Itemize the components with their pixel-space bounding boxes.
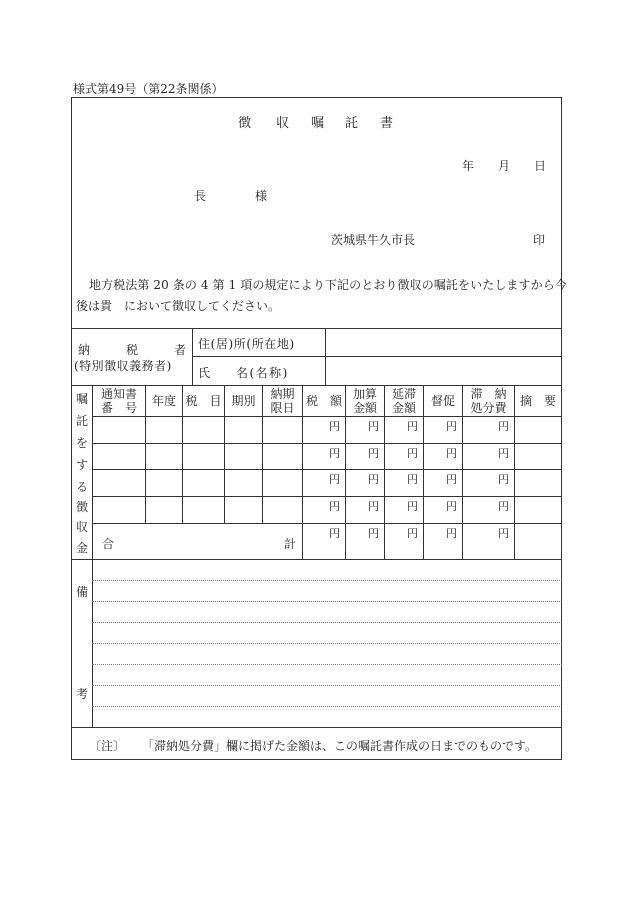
footnote-text: 「滞納処分費」欄に掲げた金額は、この嘱託書作成の日までのものです。 [142, 739, 538, 753]
yen-unit: 円 [446, 500, 457, 513]
yen-unit: 円 [407, 500, 418, 513]
notes-label-top: 備 [75, 585, 88, 599]
header-tax-amount: 税 額 [305, 394, 342, 408]
title-char: 書 [380, 116, 394, 131]
body-text-line1: 地方税法第 20 条の 4 第 1 項の規定により下記のとおり徴収の嘱託をいたしますから今 [89, 278, 567, 292]
yen-unit: 円 [368, 473, 379, 486]
yen-unit: 円 [368, 527, 379, 540]
yen-unit: 円 [329, 420, 340, 433]
side-char: 託 [75, 414, 88, 428]
yen-unit: 円 [446, 420, 457, 433]
yen-unit: 円 [368, 447, 379, 460]
yen-unit: 円 [446, 473, 457, 486]
total-label-a: 合 [102, 537, 115, 551]
yen-unit: 円 [498, 473, 509, 486]
yen-unit: 円 [446, 527, 457, 540]
side-char: 収 [75, 520, 88, 534]
yen-unit: 円 [407, 473, 418, 486]
header-period: 期別 [231, 394, 256, 408]
header-remarks: 摘 要 [519, 394, 556, 408]
address-field[interactable] [326, 329, 561, 356]
body-text-line2: 後は貴 において徴収してください。 [76, 299, 281, 313]
taxpayer-char: 者 [174, 343, 187, 357]
yen-unit: 円 [498, 420, 509, 433]
header-delinquency-amount: 延滞 金額 [391, 387, 416, 415]
side-char: 嘱 [75, 392, 88, 406]
yen-unit: 円 [407, 527, 418, 540]
address-label: 住(居)所(所在地) [198, 337, 295, 351]
yen-unit: 円 [407, 447, 418, 460]
header-notice-number: 通知書 番 号 [100, 387, 137, 415]
title-char: 嘱 [311, 116, 325, 131]
header-fiscal-year: 年度 [151, 394, 176, 408]
side-char: を [75, 436, 88, 450]
header-additional-amount: 加算 金額 [352, 387, 377, 415]
special-collection-label: (特別徴収義務者) [74, 359, 172, 373]
header-tax-item: 税 目 [185, 394, 222, 408]
yen-unit: 円 [498, 447, 509, 460]
taxpayer-char: 納 [78, 343, 91, 357]
header-disposition-fee: 滞 納 処分費 [470, 387, 507, 415]
title-char: 収 [276, 116, 290, 131]
issuer-name: 茨城県牛久市長 [331, 233, 416, 247]
side-char: 徴 [75, 500, 88, 514]
side-char: る [75, 480, 88, 494]
total-label-b: 計 [284, 537, 297, 551]
notes-label-bottom: 考 [75, 687, 88, 701]
date-month: 月 [498, 159, 511, 173]
yen-unit: 円 [446, 447, 457, 460]
yen-unit: 円 [368, 420, 379, 433]
date-year: 年 [462, 159, 475, 173]
name-label-a: 氏 [198, 366, 211, 380]
yen-unit: 円 [329, 500, 340, 513]
yen-unit: 円 [329, 527, 340, 540]
yen-unit: 円 [329, 473, 340, 486]
header-dunning: 督促 [430, 394, 455, 408]
form-number: 様式第49号（第22条関係） [73, 82, 224, 96]
divider [71, 727, 562, 728]
header-due-date: 納期 限日 [270, 387, 295, 415]
name-label-b: 名(名称) [236, 366, 289, 380]
side-char: 金 [75, 541, 88, 555]
yen-unit: 円 [368, 500, 379, 513]
side-char: す [75, 458, 88, 472]
addressee-sama: 様 [255, 189, 268, 203]
yen-unit: 円 [329, 447, 340, 460]
taxpayer-char: 税 [126, 343, 139, 357]
yen-unit: 円 [407, 420, 418, 433]
title-char: 託 [345, 116, 359, 131]
seal-mark: 印 [533, 233, 546, 247]
yen-unit: 円 [498, 527, 509, 540]
footnote-tag: 〔注〕 [89, 739, 126, 753]
name-field[interactable] [326, 357, 561, 384]
title-char: 徴 [238, 116, 252, 131]
date-day: 日 [534, 159, 547, 173]
addressee-cho: 長 [194, 189, 207, 203]
yen-unit: 円 [498, 500, 509, 513]
